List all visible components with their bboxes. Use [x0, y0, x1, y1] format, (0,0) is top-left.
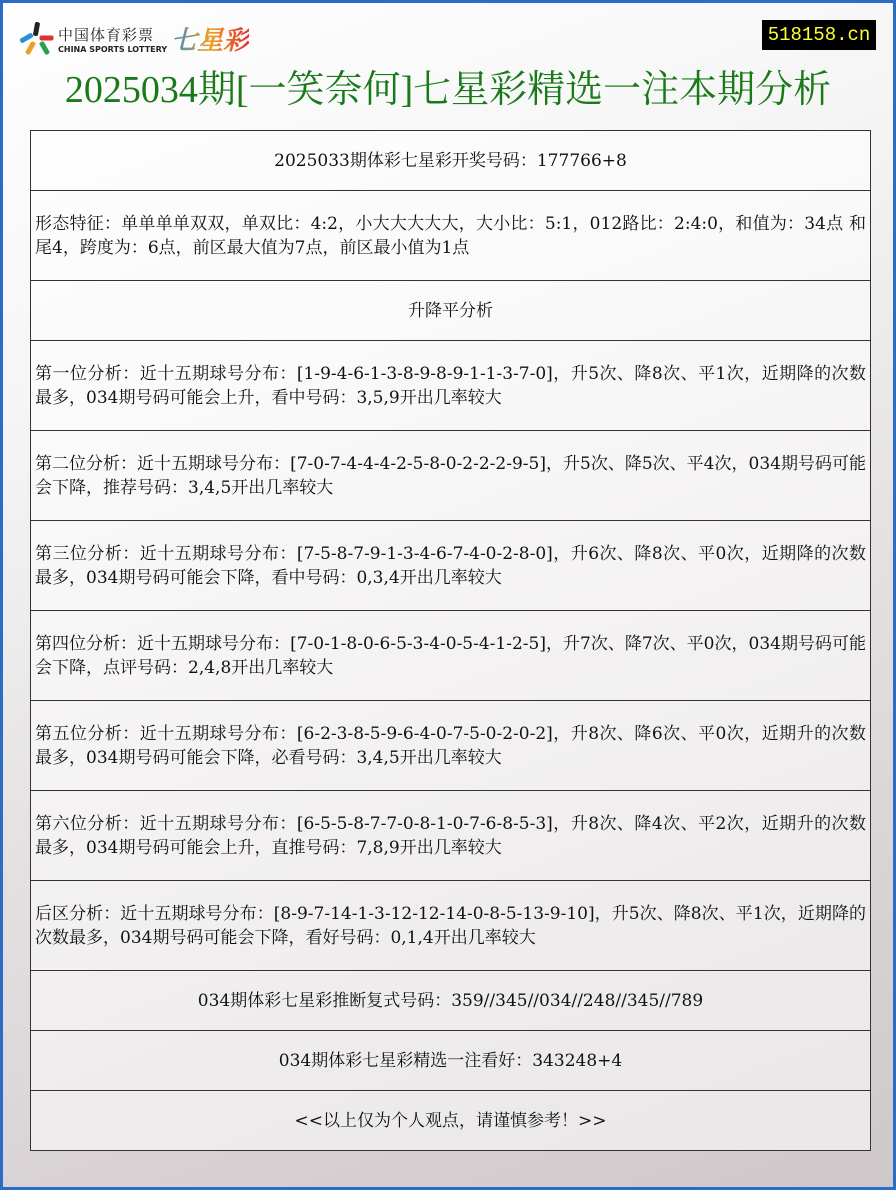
table-cell: 034期体彩七星彩精选一注看好：343248+4: [31, 1031, 871, 1091]
table-cell: 后区分析：近十五期球号分布：[8-9-7-14-1-3-12-12-14-0-8-5-13-9-10]，升5次、降8次、平1次，近期降的次数最多，034期号码可能会下降，看好号码：0,1,4开出几率较大: [31, 881, 871, 971]
analysis-table: [30, 130, 871, 1151]
table-row: [31, 131, 871, 191]
table-cell: <<以上仅为个人观点，请谨慎参考！>>: [31, 1091, 871, 1151]
table-row: [31, 881, 871, 971]
table-cell: 第三位分析：近十五期球号分布：[7-5-8-7-9-1-3-4-6-7-4-0-2-8-0]，升6次、降8次、平0次，近期降的次数最多，034期号码可能会下降，看中号码：0,3,4开出几率较大: [31, 521, 871, 611]
logo-en-text: CHINA SPORTS LOTTERY: [58, 44, 168, 54]
china-sports-lottery-logo: [20, 20, 249, 57]
site-badge[interactable]: 518158.cn: [762, 20, 876, 50]
table-row: [31, 611, 871, 701]
table-row: [31, 791, 871, 881]
table-cell: 034期体彩七星彩推断复式号码：359//345//034//248//345//789: [31, 971, 871, 1031]
table-cell: 第一位分析：近十五期球号分布：[1-9-4-6-1-3-8-9-8-9-1-1-3-7-0]，升5次、降8次、平1次，近期降的次数最多，034期号码可能会上升，看中号码：3,5,9开出几率较大: [31, 341, 871, 431]
table-row: [31, 191, 871, 281]
table-cell: 第六位分析：近十五期球号分布：[6-5-5-8-7-7-0-8-1-0-7-6-8-5-3]，升8次、降4次、平2次，近期升的次数最多，034期号码可能会上升，直推号码：7,8,9开出几率较大: [31, 791, 871, 881]
table-cell: 2025033期体彩七星彩开奖号码：177766+8: [31, 131, 871, 191]
table-row: [31, 1031, 871, 1091]
table-cell: 第二位分析：近十五期球号分布：[7-0-7-4-4-4-2-5-8-0-2-2-2-9-5]，升5次、降5次、平4次，034期号码可能会下降，推荐号码：3,4,5开出几率较大: [31, 431, 871, 521]
table-cell: 升降平分析: [31, 281, 871, 341]
page-title: 2025034期[一笑奈何]七星彩精选一注本期分析: [64, 69, 832, 111]
table-cell: 第四位分析：近十五期球号分布：[7-0-1-8-0-6-5-3-4-0-5-4-1-2-5]，升7次、降7次、平0次，034期号码可能会下降，点评号码：2,4,8开出几率较大: [31, 611, 871, 701]
table-cell: 第五位分析：近十五期球号分布：[6-2-3-8-5-9-6-4-0-7-5-0-2-0-2]，升8次、降6次、平0次，近期升的次数最多，034期号码可能会下降，必看号码：3,4,5开出几率较大: [31, 701, 871, 791]
table-row: [31, 431, 871, 521]
logo-brand: 七星彩: [171, 20, 249, 57]
logo-cn-text: 中国体育彩票: [58, 25, 155, 44]
table-row: [31, 701, 871, 791]
table-cell: 形态特征：单单单单双双，单双比：4:2，小大大大大大，大小比：5:1，012路比：2:4:0，和值为：34点 和尾4，跨度为：6点，前区最大值为7点，前区最小值为1点: [31, 191, 871, 281]
table-row: [31, 1091, 871, 1151]
lottery-star-icon: [20, 22, 54, 56]
table-row: [31, 521, 871, 611]
table-row: [31, 341, 871, 431]
table-row: [31, 971, 871, 1031]
table-row: [31, 281, 871, 341]
